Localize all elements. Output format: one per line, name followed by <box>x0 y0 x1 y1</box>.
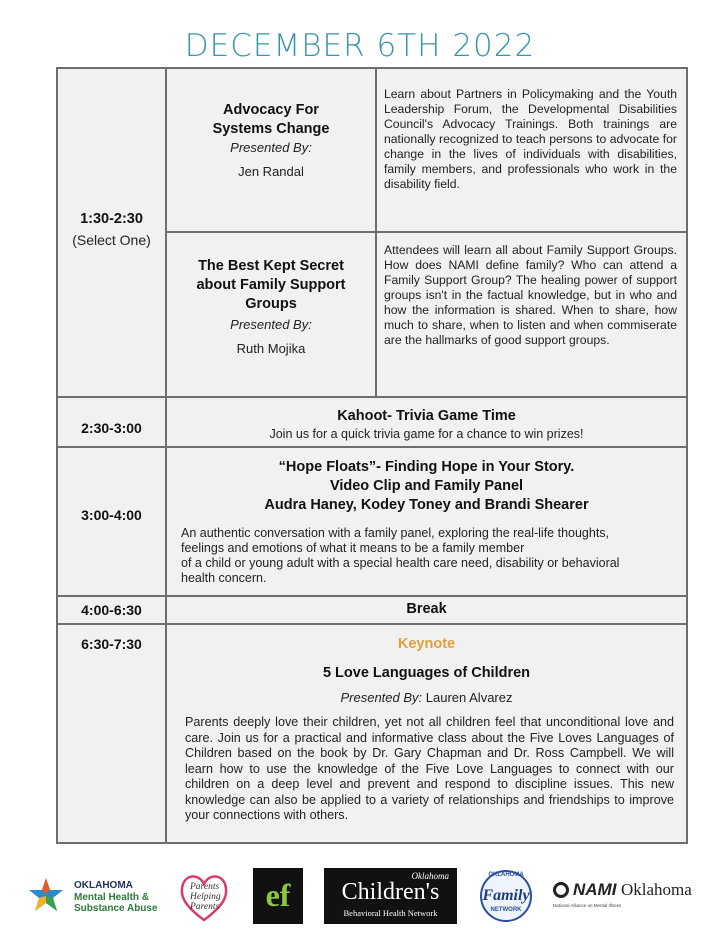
logo-text-line: Parents <box>190 882 220 892</box>
childrens-behavioral-health-logo <box>324 868 457 924</box>
slot-content <box>167 407 686 442</box>
row-divider <box>56 446 688 448</box>
session-description: Parents deeply love their children, yet not all children feel that unconditional love and care. Join us for a practical and informative class about the Five Loves Languages of Children based on the book by Dr. Gary Chapman and Dr. Ross Campbell. We will learn how to use the knowledge of the Five Love Languages to connect with our children on a deep level and prevent and respond to discipline issues. This new knowledge can also be applied to a variety of relationships and friendships to improve your connections with others. <box>185 715 674 822</box>
table-border-right <box>686 67 688 844</box>
oklahoma-family-network-logo <box>478 868 534 924</box>
session-title: 5 Love Languages of Children <box>322 665 531 681</box>
session-divider <box>167 231 686 233</box>
session-presenters: Audra Haney, Kodey Toney and Brandi Shearer <box>264 497 589 513</box>
ef-logo <box>253 868 303 924</box>
logo-text: NAMI <box>573 880 617 899</box>
slot-content <box>167 636 686 707</box>
speaker-name: Ruth Mojika <box>236 341 306 356</box>
logo-text: Substance Abuse <box>74 903 158 914</box>
session-description: Learn about Partners in Policymaking and the Youth Leadership Forum, the Developmental Disabilities Council's Advocacy Trainings. Both trainings are nationally recognized to teach persons to advocate for change in the lives of individuals with disabilities, family members, and professionals who work in the disability field. <box>384 87 677 191</box>
slot-time-cell <box>58 211 165 248</box>
session-title: Kahoot- Trivia Game Time <box>337 408 516 424</box>
session-subtitle: Join us for a quick trivia game for a chance to win prizes! <box>269 427 584 441</box>
session-title-cell <box>167 101 375 181</box>
session-title: “Hope Floats”- Finding Hope in Your Story. <box>278 459 575 475</box>
logo-text: NETWORK <box>490 907 522 913</box>
row-divider <box>56 595 688 597</box>
session-title: Groups <box>245 296 297 312</box>
slot-note: (Select One) <box>72 232 151 248</box>
table-border-bottom <box>56 842 688 844</box>
session-title: Video Clip and Family Panel <box>329 478 524 494</box>
slot-time: 6:30-7:30 <box>81 636 142 652</box>
logo-text: ef <box>265 877 291 913</box>
odmhsas-logo <box>24 868 166 924</box>
logo-text-line: Parents <box>190 902 220 912</box>
nami-oklahoma-logo <box>551 868 711 924</box>
presented-by-label: Presented By: <box>340 690 423 705</box>
time-column-divider <box>165 67 167 844</box>
slot-time: 2:30-3:00 <box>81 420 142 436</box>
speaker-name: Lauren Alvarez <box>425 690 513 705</box>
logo-text-line: Helping <box>190 892 221 902</box>
slot-content <box>167 458 686 515</box>
presented-by-label: Presented By: <box>230 317 312 332</box>
presented-by-label: Presented By: <box>230 140 312 155</box>
description-line: feelings and emotions of what it means to be a family member <box>181 541 525 555</box>
page-title: DECEMBER 6TH 2022 <box>184 28 536 64</box>
row-divider <box>56 396 688 398</box>
logo-text: OKLAHOMA <box>74 880 133 891</box>
logo-text: Children's <box>341 879 440 905</box>
description-line: of a child or young adult with a special health care need, disability or behavioral <box>181 556 620 570</box>
keynote-label: Keynote <box>397 636 456 652</box>
description-line: health concern. <box>181 571 267 585</box>
slot-time: 4:00-6:30 <box>81 602 142 618</box>
logo-text: OKLAHOMA <box>488 872 524 878</box>
description-line: An authentic conversation with a family panel, exploring the real-life thoughts, <box>181 526 610 540</box>
logo-text: Behavioral Health Network <box>343 908 438 918</box>
speaker-name: Jen Randal <box>238 164 304 179</box>
session-title: The Best Kept Secret <box>198 258 344 274</box>
logo-text: Oklahoma <box>411 871 449 881</box>
break-title: Break <box>406 601 447 617</box>
table-border-left <box>56 67 58 844</box>
agenda-table <box>56 67 688 844</box>
logo-text: Family <box>482 887 530 904</box>
presenter-line <box>167 689 686 707</box>
row-divider <box>56 623 688 625</box>
nami-icon <box>553 882 569 898</box>
logo-text: Mental Health & <box>74 892 150 903</box>
logo-text <box>190 882 221 912</box>
logo-text: Oklahoma <box>621 880 692 899</box>
session-title-cell <box>167 257 375 358</box>
logo-text: National Alliance on Mental Illness <box>553 903 622 908</box>
session-description <box>181 526 681 586</box>
star-icon <box>26 876 66 916</box>
table-border-top <box>56 67 688 69</box>
session-title: Advocacy For <box>223 102 319 118</box>
session-description: Attendees will learn all about Family Support Groups. How does NAMI define family? Who can attend a Family Support Group? The healing power of support groups isn't in the factual knowledge, but in who and how the information is shared. When to share, how much to share, when to listen and when commiserate are the hallmarks of good support groups. <box>384 243 677 347</box>
parents-helping-parents-logo <box>175 868 233 924</box>
session-title: about Family Support <box>196 277 346 293</box>
slot-time: 3:00-4:00 <box>81 507 142 523</box>
slot-time: 1:30-2:30 <box>80 211 143 227</box>
session-title: Systems Change <box>212 121 330 137</box>
